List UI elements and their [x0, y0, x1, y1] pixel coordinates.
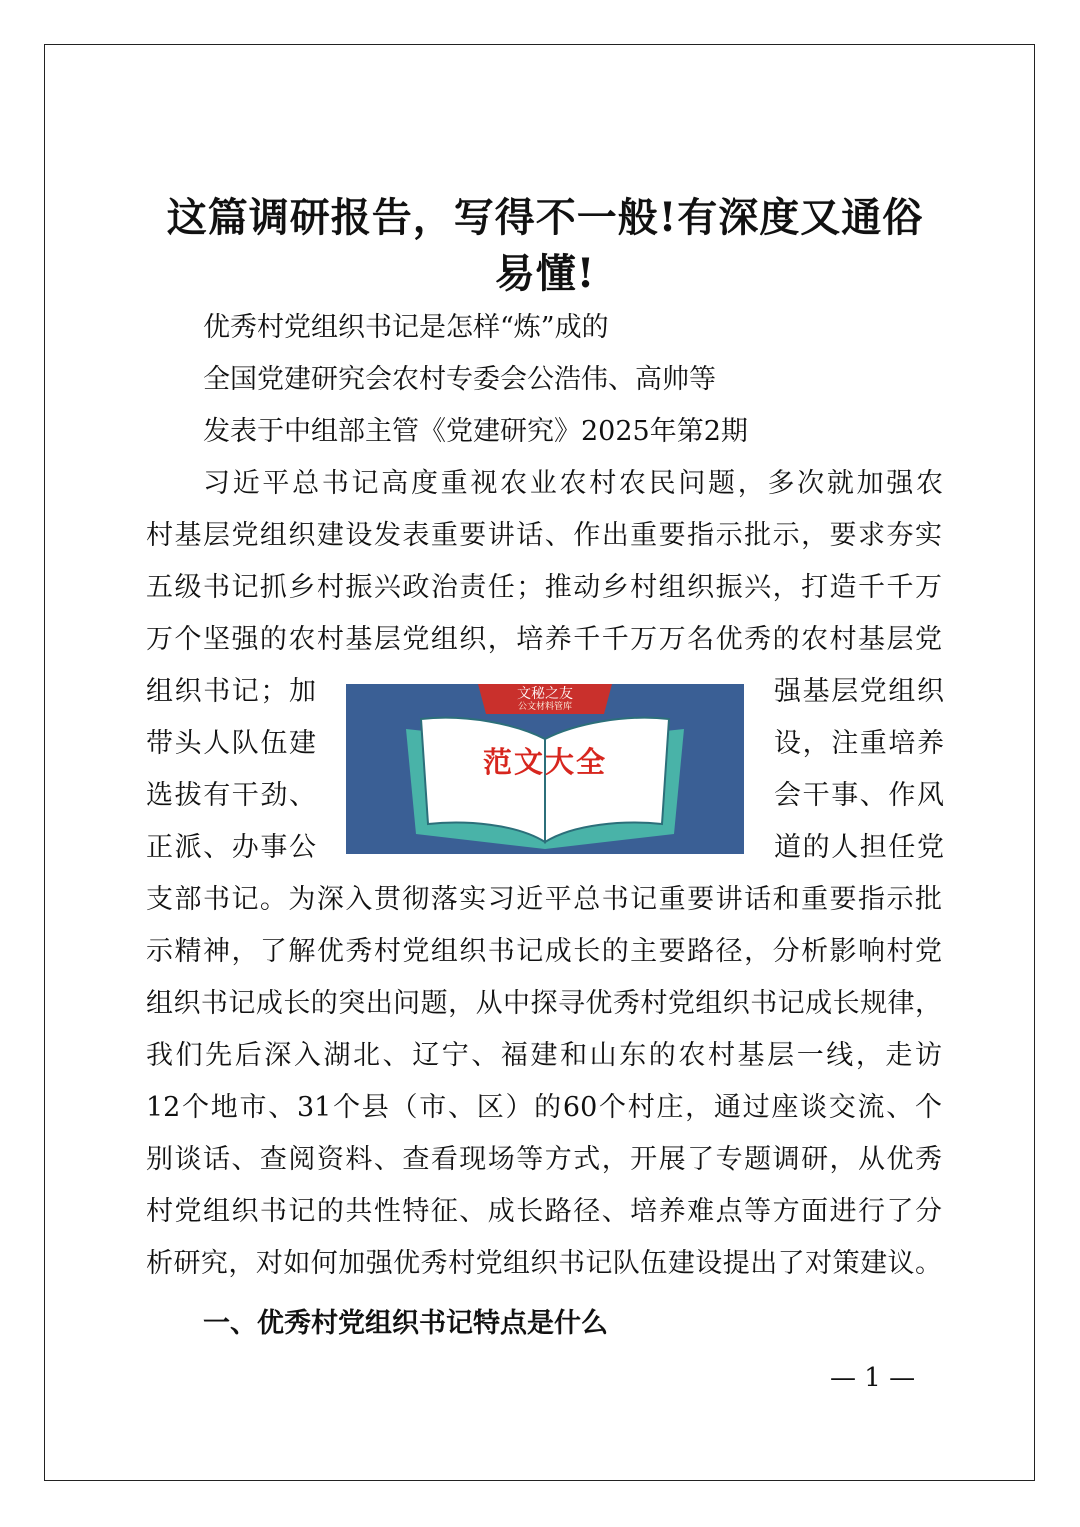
paragraph-line: 组织书记；加: [146, 676, 316, 707]
paragraph-line: 别谈话、查阅资料、查看现场等方式，开展了专题调研，从优秀: [146, 1144, 942, 1175]
paragraph-line: 示精神，了解优秀村党组织书记成长的主要路径，分析影响村党: [146, 936, 942, 967]
article-subtitle: 优秀村党组织书记是怎样“炼”成的: [203, 312, 609, 343]
paragraph-line: 支部书记。为深入贯彻落实习近平总书记重要讲话和重要指示批: [146, 884, 942, 915]
paragraph-line: 万个坚强的农村基层党组织，培养千千万万名优秀的农村基层党: [146, 624, 942, 655]
paragraph-line: 村基层党组织建设发表重要讲话、作出重要指示批示，要求夯实: [146, 520, 942, 551]
paragraph-line: 强基层党组织: [774, 676, 944, 707]
paragraph-line: 选拔有干劲、: [146, 780, 316, 811]
banner-subtitle: 公文材料管库: [517, 702, 572, 712]
page-number: — 1 —: [830, 1363, 916, 1393]
paragraph-line: 会干事、作风: [774, 780, 944, 811]
banner-image: [346, 684, 744, 854]
banner-label: 范文大全: [482, 745, 607, 779]
paragraph-line: 正派、办事公: [146, 832, 316, 863]
banner-brand: 文秘之友: [517, 686, 573, 702]
paragraph-line: 村党组织书记的共性特征、成长路径、培养难点等方面进行了分: [146, 1196, 942, 1227]
paragraph-line: 带头人队伍建: [146, 728, 316, 759]
paragraph-line: 12个地市、31个县（市、区）的60个村庄，通过座谈交流、个: [146, 1092, 942, 1123]
article-authors: 全国党建研究会农村专委会公浩伟、高帅等: [203, 364, 716, 395]
paragraph-line: 道的人担任党: [774, 832, 944, 863]
paragraph-line: 习近平总书记高度重视农业农村农民问题，多次就加强农: [203, 468, 943, 499]
section-heading: 一、优秀村党组织书记特点是什么: [203, 1308, 608, 1339]
paragraph-line: 设，注重培养: [774, 728, 944, 759]
paragraph-line: 析研究，对如何加强优秀村党组织书记队伍建设提出了对策建议。: [146, 1248, 942, 1279]
article-source: 发表于中组部主管《党建研究》2025年第2期: [203, 416, 748, 447]
paragraph-line: 组织书记成长的突出问题，从中探寻优秀村党组织书记成长规律，: [146, 988, 942, 1019]
paragraph-line: 五级书记抓乡村振兴政治责任；推动乡村组织振兴，打造千千万: [146, 572, 942, 603]
paragraph-line: 我们先后深入湖北、辽宁、福建和山东的农村基层一线，走访: [146, 1040, 942, 1071]
page-title: 这篇调研报告，写得不一般!有深度又通俗易懂!: [166, 194, 924, 297]
